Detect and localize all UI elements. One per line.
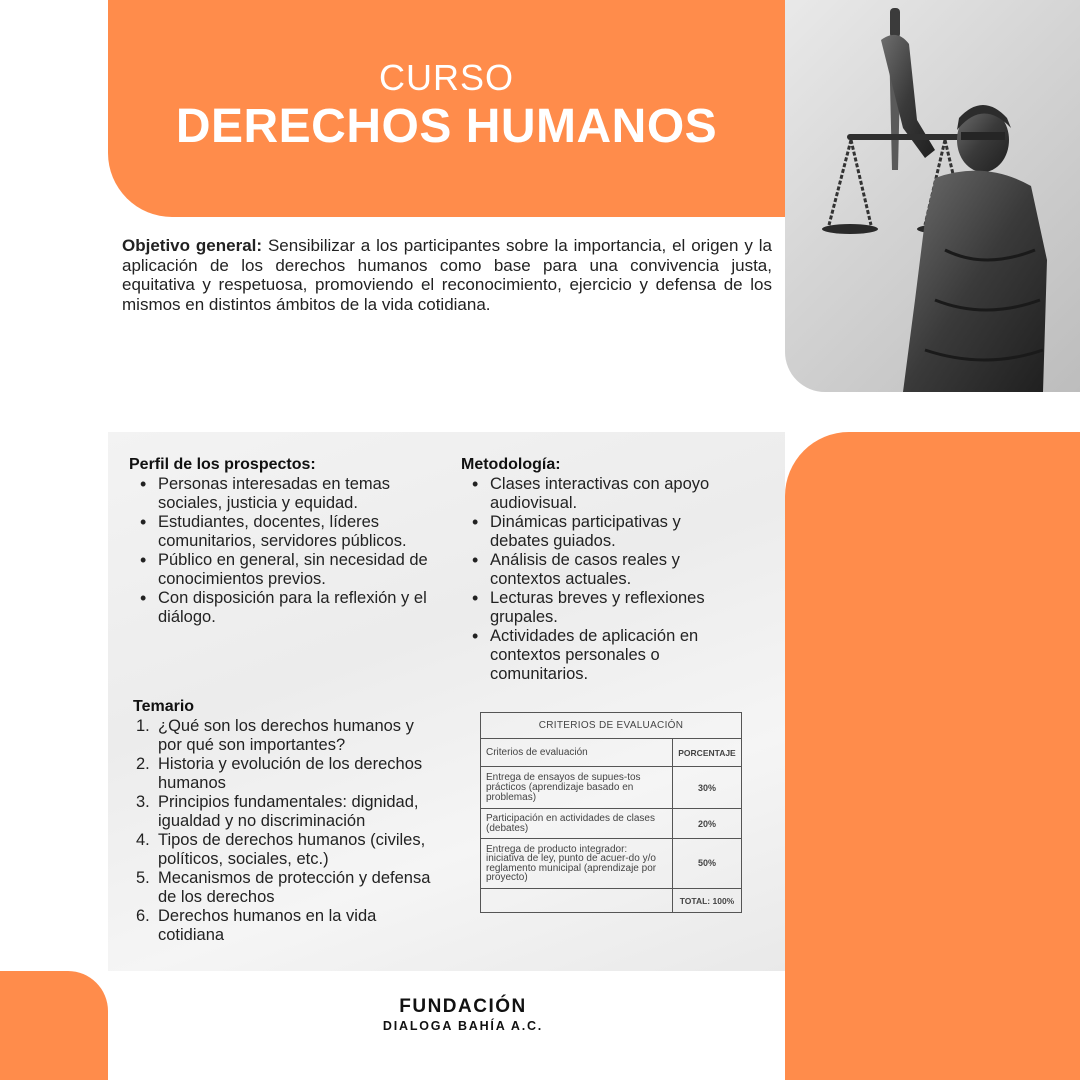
- list-item: • Clases interactivas con apoyo audiovisual.: [461, 475, 736, 513]
- item-number: 1.: [136, 717, 150, 735]
- foundation-subtitle: DIALOGA BAHÍA A.C.: [382, 1019, 544, 1033]
- criterion-cell: Participación en actividades de clases (debates): [481, 809, 673, 839]
- item-number: 5.: [136, 869, 150, 887]
- item-text: Principios fundamentales: dignidad, igualdad y no discriminación: [158, 793, 419, 830]
- course-kicker: CURSO: [378, 57, 514, 98]
- syllabus-title: Temario: [133, 698, 195, 715]
- list-item: • Lecturas breves y reflexiones grupales.: [461, 589, 736, 627]
- column-header-percent: PORCENTAJE: [673, 739, 742, 767]
- list-item: • Público en general, sin necesidad de conocimientos previos.: [129, 551, 429, 589]
- objective-paragraph: [122, 236, 772, 314]
- column-header-criteria: Criterios de evaluación: [481, 739, 673, 767]
- criterion-cell: Entrega de ensayos de supues-tos prácticos (aprendizaje basado en problemas): [481, 767, 673, 809]
- item-text: Tipos de derechos humanos (civiles, políticos, sociales, etc.): [158, 831, 426, 868]
- table-total-row: [481, 889, 742, 913]
- title-block: [108, 58, 785, 156]
- methodology-title: Metodología:: [461, 456, 561, 473]
- item-text: Historia y evolución de los derechos humanos: [158, 755, 423, 792]
- list-item: • Dinámicas participativas y debates guiados.: [461, 513, 736, 551]
- profile-title: Perfil de los prospectos:: [129, 456, 316, 473]
- percent-cell: 20%: [673, 809, 742, 839]
- item-number: 6.: [136, 907, 150, 925]
- empty-cell: [481, 889, 673, 913]
- list-item: [133, 793, 433, 831]
- total-cell: TOTAL: 100%: [673, 889, 742, 913]
- bottom-left-accent: [0, 971, 108, 1080]
- percent-cell: 50%: [673, 839, 742, 889]
- profile-list: [129, 475, 429, 627]
- list-item: [133, 717, 433, 755]
- table-row: [481, 767, 742, 809]
- right-accent-band: [785, 432, 1080, 1080]
- item-text: Derechos humanos en la vida cotidiana: [158, 907, 377, 944]
- methodology-list: [461, 475, 736, 684]
- table-header-row: [481, 739, 742, 767]
- table-caption-row: [481, 713, 742, 739]
- table-row: [481, 839, 742, 889]
- foundation-name: FUNDACIÓN: [399, 996, 527, 1017]
- list-item: • Estudiantes, docentes, líderes comunitarios, servidores públicos.: [129, 513, 429, 551]
- table-row: [481, 809, 742, 839]
- list-item: [133, 831, 433, 869]
- table-caption: CRITERIOS DE EVALUACIÓN: [481, 713, 742, 739]
- item-number: 2.: [136, 755, 150, 773]
- item-text: ¿Qué son los derechos humanos y por qué son importantes?: [158, 717, 414, 754]
- objective-text: Sensibilizar a los participantes sobre la importancia, el origen y la aplicación de los derechos humanos como base para una convivencia justa, equitativa y respetuosa, promoviendo el reconocimiento, ejercicio y defensa de los mismos en distintos ámbitos de la vida cotidiana.: [122, 236, 772, 314]
- list-item: • Personas interesadas en temas sociales, justicia y equidad.: [129, 475, 429, 513]
- list-item: [133, 869, 433, 907]
- syllabus-list: [133, 717, 433, 945]
- list-item: • Con disposición para la reflexión y el diálogo.: [129, 589, 429, 627]
- lady-justice-illustration: [785, 0, 1080, 392]
- list-item: • Análisis de casos reales y contextos actuales.: [461, 551, 736, 589]
- evaluation-table: [480, 712, 742, 913]
- foundation-logo-text: [300, 996, 626, 1034]
- lady-justice-photo: [785, 0, 1080, 392]
- objective-label: Objetivo general:: [122, 236, 263, 255]
- item-number: 4.: [136, 831, 150, 849]
- item-number: 3.: [136, 793, 150, 811]
- list-item: • Actividades de aplicación en contextos personales o comunitarios.: [461, 627, 736, 684]
- list-item: [133, 907, 433, 945]
- criterion-cell: Entrega de producto integrador: iniciativa de ley, punto de acuer-do y/o reglamento municipal (aprendizaje por proyecto): [481, 839, 673, 889]
- item-text: Mecanismos de protección y defensa de los derechos: [158, 869, 431, 906]
- course-title: DERECHOS HUMANOS: [175, 100, 718, 153]
- percent-cell: 30%: [673, 767, 742, 809]
- list-item: [133, 755, 433, 793]
